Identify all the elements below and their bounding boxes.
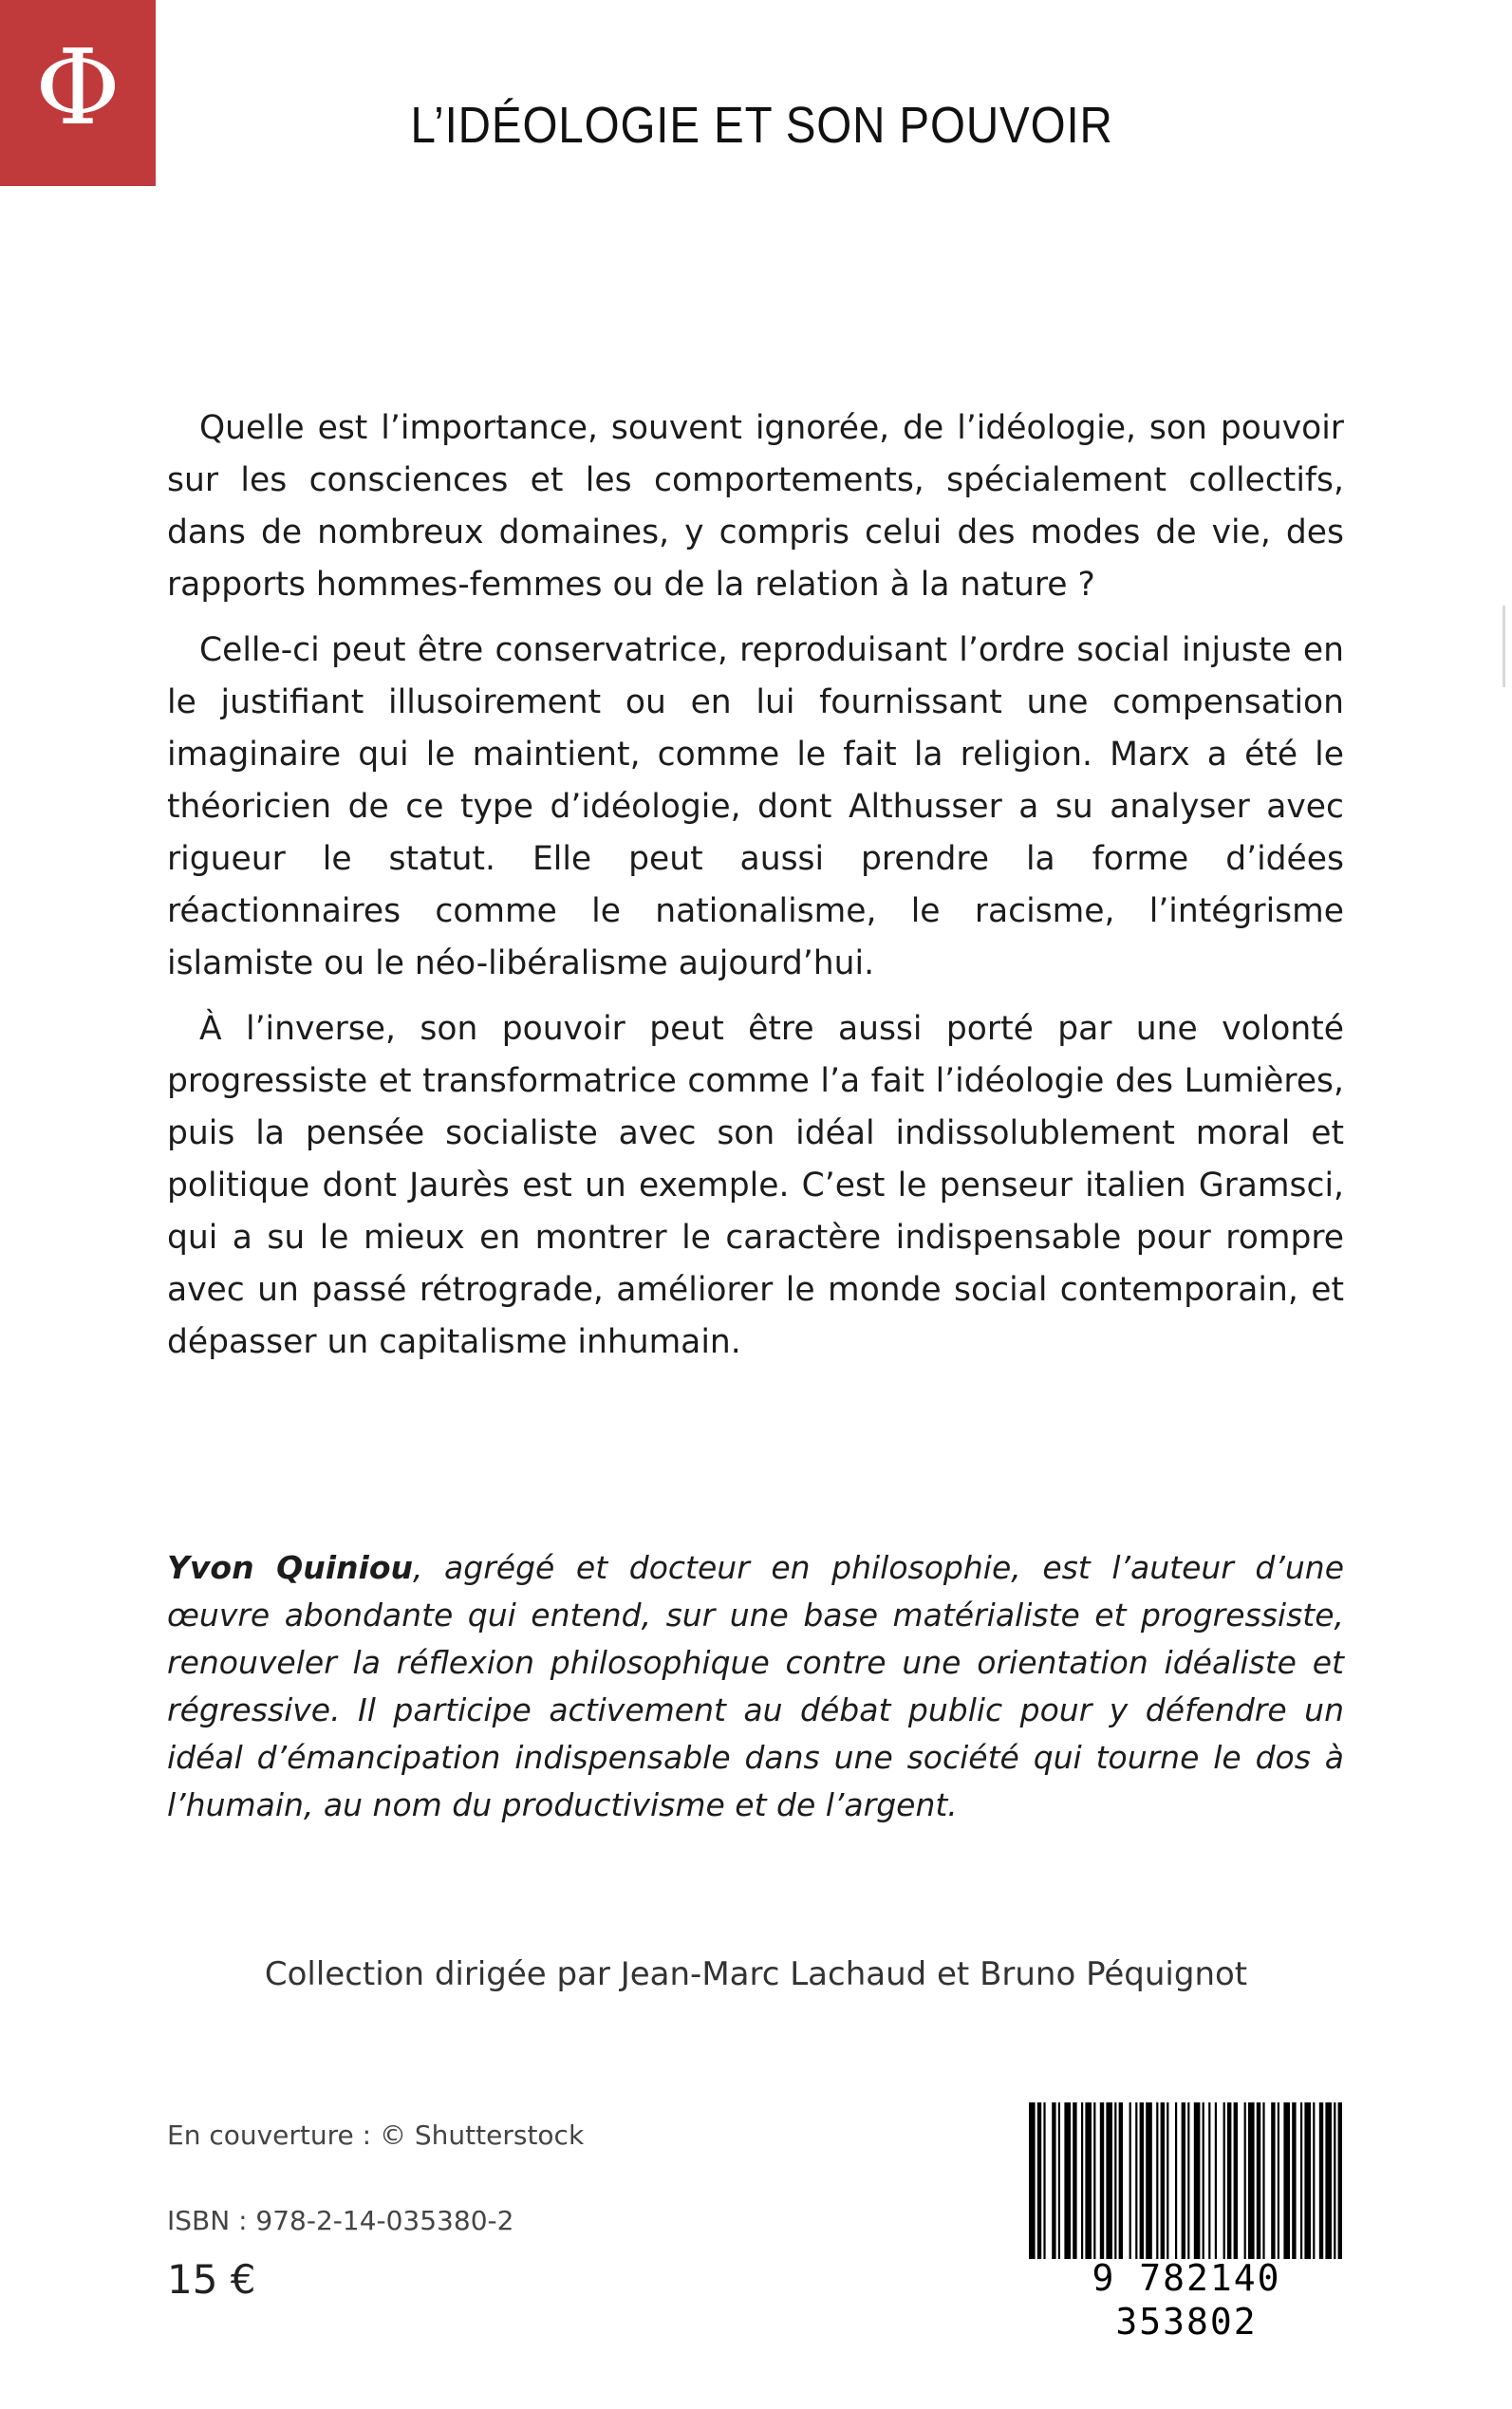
barcode-bar	[1334, 2102, 1335, 2259]
collection-credit: Collection dirigée par Jean-Marc Lachaud et Bruno Péquignot	[264, 1955, 1248, 1993]
cover-credit: En couverture : © Shutterstock	[167, 2120, 585, 2151]
barcode-bar	[1234, 2102, 1238, 2259]
barcode-bar	[1156, 2102, 1158, 2259]
barcode-bar	[1194, 2102, 1201, 2259]
barcode-digits: 9 782140 353802	[1092, 2257, 1281, 2343]
barcode-bar	[1304, 2102, 1311, 2259]
barcode-bar	[1283, 2102, 1290, 2259]
isbn: ISBN : 978-2-14-035380-2	[167, 2205, 514, 2236]
barcode-bar	[1278, 2102, 1279, 2259]
barcode-bar	[1073, 2102, 1076, 2259]
barcode-bar	[1058, 2102, 1060, 2259]
barcode-bar	[1292, 2102, 1296, 2259]
barcode-bar	[1227, 2102, 1231, 2259]
barcode-bar	[1175, 2102, 1177, 2259]
barcode-bar	[1319, 2102, 1323, 2259]
barcode-bar	[1313, 2102, 1315, 2259]
book-summary	[167, 402, 1344, 1382]
barcode-bar	[1187, 2102, 1189, 2259]
barcode-bar	[1129, 2102, 1131, 2259]
phi-logo-icon: Φ	[34, 27, 121, 148]
barcode-bar	[1037, 2102, 1041, 2259]
barcode	[1025, 2102, 1348, 2343]
barcode-bar	[1114, 2102, 1116, 2259]
summary-paragraph-3: À l’inverse, son pouvoir peut être aussi porté par une volonté progressiste et transformatrice comme l’a fait l’idéologie des Lumières, puis la pensée socialiste avec son idéal indissolublement moral et politique dont Jaurès est un exemple. C’est le penseur italien Gramsci, qui a su le mieux en montrer le caractère indispensable pour rompre avec un passé rétrograde, améliorer le monde social contemporain, et dépasser un capitalisme inhumain.	[167, 1010, 1344, 1361]
barcode-bar	[1100, 2102, 1104, 2259]
barcode-bar	[1271, 2102, 1275, 2259]
book-title	[0, 87, 1512, 163]
barcode-bar	[1064, 2102, 1071, 2259]
barcode-bar	[1215, 2102, 1217, 2259]
edge-mark	[1503, 606, 1505, 687]
barcode-bar	[1257, 2102, 1260, 2259]
author-bio	[167, 1544, 1344, 1829]
barcode-bar	[1043, 2102, 1045, 2259]
summary-paragraph-2: Celle-ci peut être conservatrice, reproduisant l’ordre social injuste en le justifiant illusoirement ou en lui fournissant une compensation imaginaire qui le maintient, comme le fait la religion. Marx a été le théoricien de ce type d’idéologie, dont Althusser a su analyser avec rigueur le statut. Elle peut aussi prendre la forme d’idées réactionnaires comme le nationalisme, le racisme, l’intégrisme islamiste ou le néo-libéralisme aujourd’hui.	[167, 631, 1344, 982]
price: 15 €	[167, 2256, 256, 2303]
barcode-bar	[1167, 2102, 1168, 2259]
book-title-text: L’IDÉOLOGIE ET SON POUVOIR	[410, 97, 1113, 154]
barcode-bar	[1248, 2102, 1255, 2259]
barcode-bar	[1300, 2102, 1302, 2259]
barcode-bar	[1140, 2102, 1144, 2259]
barcode-bars	[1025, 2102, 1348, 2259]
barcode-bar	[1338, 2102, 1342, 2259]
summary-paragraph-1: Quelle est l’importance, souvent ignorée, de l’idéologie, son pouvoir sur les consciences et les comportements, spécialement collectifs, dans de nombreux domaines, y compris celui des modes de vie, des rapports hommes-femmes ou de la relation à la nature ?	[167, 409, 1344, 604]
barcode-bar	[1135, 2102, 1137, 2259]
author-name: Yvon Quiniou	[167, 1549, 413, 1586]
author-bio-text: , agrégé et docteur en philosophie, est l’auteur d’une œuvre abondante qui entend, sur une base matérialiste et progressiste, renouveler la réflexion philosophique contre une orientation idéaliste et régressive. Il participe activement au débat public pour y défendre un idéal d’émancipation indispensable dans une société qui tourne le dos à l’humain, au nom du productivisme et de l’argent.	[167, 1549, 1345, 1823]
barcode-bar	[1085, 2102, 1092, 2259]
barcode-bar	[1223, 2102, 1225, 2259]
barcode-bar	[1146, 2102, 1152, 2259]
barcode-bar	[1029, 2102, 1036, 2259]
barcode-bar	[1325, 2102, 1332, 2259]
barcode-bar	[1052, 2102, 1055, 2259]
barcode-bar	[1106, 2102, 1112, 2259]
barcode-bar	[1081, 2102, 1083, 2259]
barcode-bar	[1203, 2102, 1204, 2259]
barcode-bar	[1182, 2102, 1185, 2259]
barcode-bar	[1093, 2102, 1095, 2259]
barcode-bar	[1208, 2102, 1210, 2259]
barcode-bar	[1119, 2102, 1123, 2259]
barcode-bar	[1262, 2102, 1264, 2259]
barcode-bar	[1244, 2102, 1246, 2259]
barcode-bar	[1161, 2102, 1165, 2259]
